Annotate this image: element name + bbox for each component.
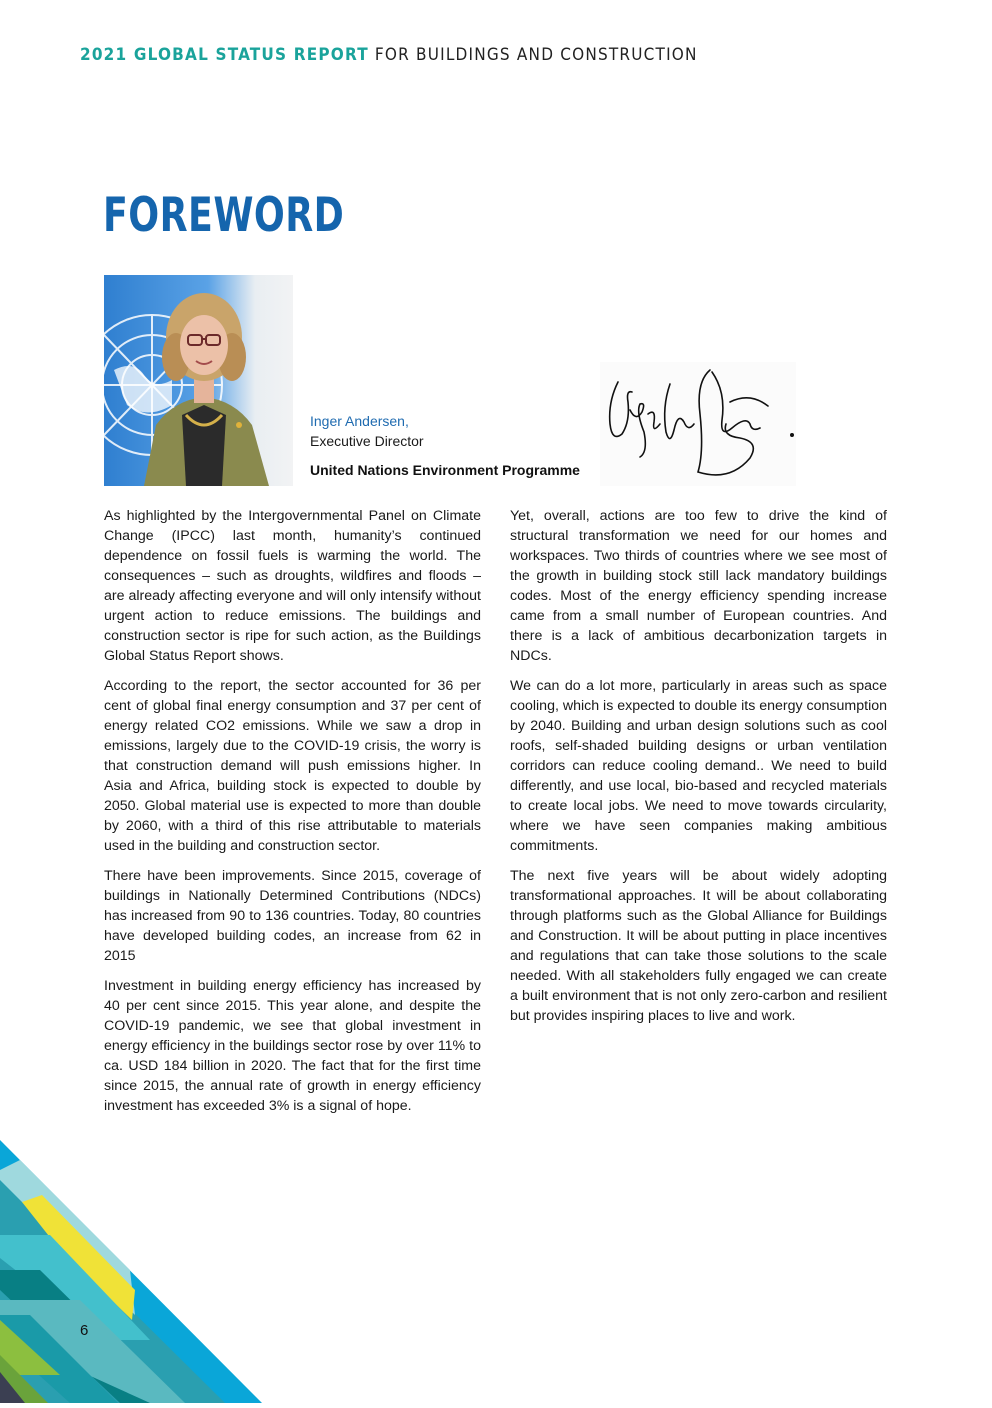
handwritten-signature bbox=[600, 362, 796, 486]
header-report-year: 2021 GLOBAL STATUS REPORT bbox=[80, 45, 369, 65]
left-column bbox=[104, 506, 481, 1126]
header-report-subject: FOR BUILDINGS AND CONSTRUCTION bbox=[368, 45, 698, 65]
portrait-illustration bbox=[104, 275, 293, 486]
signatory-role: Executive Director bbox=[310, 433, 424, 449]
portrait-photo bbox=[104, 275, 293, 486]
signatory-name: Inger Andersen, bbox=[310, 413, 409, 429]
paragraph: Yet, overall, actions are too few to drive the kind of structural transformation we need for our homes and workspaces. Two thirds of countries where we see most of the growth in building stock still lack mandatory buildings codes. Most of the energy efficiency spending increase came from a small number of European countries. And there is a lack of ambitious decarbonization targets in NDCs. bbox=[510, 508, 887, 664]
page-number: 6 bbox=[80, 1322, 89, 1339]
right-column bbox=[510, 506, 887, 1036]
paragraph: There have been improvements. Since 2015, coverage of buildings in Nationally Determined Contributions (NDCs) has increased from 90 to 136 countries. Today, 80 countries have developed building codes, an increase from 62 in 2015 bbox=[104, 868, 481, 964]
paragraph: As highlighted by the Intergovernmental Panel on Climate Change (IPCC) last month, humanity’s continued dependence on fossil fuels is warming the world. The consequences – such as droughts, wildfires and floods – are already affecting everyone and will only intensify without urgent action to reduce emissions. The buildings and construction sector is ripe for such action, as the Buildings Global Status Report shows. bbox=[104, 508, 481, 664]
geometric-stripes bbox=[0, 1140, 270, 1403]
decorative-corner-graphic bbox=[0, 1140, 270, 1403]
paragraph: We can do a lot more, particularly in areas such as space cooling, which is expected to double its energy consumption by 2040. Building and urban design solutions such as cool roofs, self-shaded building designs or urban ventilation corridors can reduce cooling demand.. We need to build differently, and use local, bio-based and recycled materials to create local jobs. We need to move towards circularity, where we have seen companies making ambitious commitments. bbox=[510, 678, 887, 854]
paragraph: Investment in building energy efficiency has increased by 40 per cent since 2015. This year alone, and despite the COVID-19 pandemic, we see that global investment in energy efficiency in the buildings sector rose by over 11% to ca. USD 184 billion in 2020. The fact that for the first time since 2015, the annual rate of growth in energy efficiency investment has exceeded 3% is a signal of hope. bbox=[104, 978, 481, 1114]
signature-scribble bbox=[600, 362, 796, 486]
running-header bbox=[80, 45, 698, 65]
page-title: FOREWORD bbox=[103, 188, 345, 243]
signatory-organization: United Nations Environment Programme bbox=[310, 462, 580, 478]
paragraph: According to the report, the sector accounted for 36 per cent of global final energy consumption and 37 per cent of energy related CO2 emissions. While we saw a drop in emissions, largely due to the COVID-19 crisis, the worry is that construction demand will push emissions higher. In Asia and Africa, building stock is expected to double by 2050. Global material use is expected to more than double by 2060, with a third of this rise attributable to materials used in the building and construction sector. bbox=[104, 678, 481, 854]
paragraph: The next five years will be about widely adopting transformational approaches. It will be about collaborating through platforms such as the Global Alliance for Buildings and Construction. It will be about putting in place incentives and regulations that can take those solutions to the scale needed. With all stakeholders fully engaged we can create a built environment that is not only zero-carbon and resilient but provides inspiring places to live and work. bbox=[510, 868, 887, 1024]
